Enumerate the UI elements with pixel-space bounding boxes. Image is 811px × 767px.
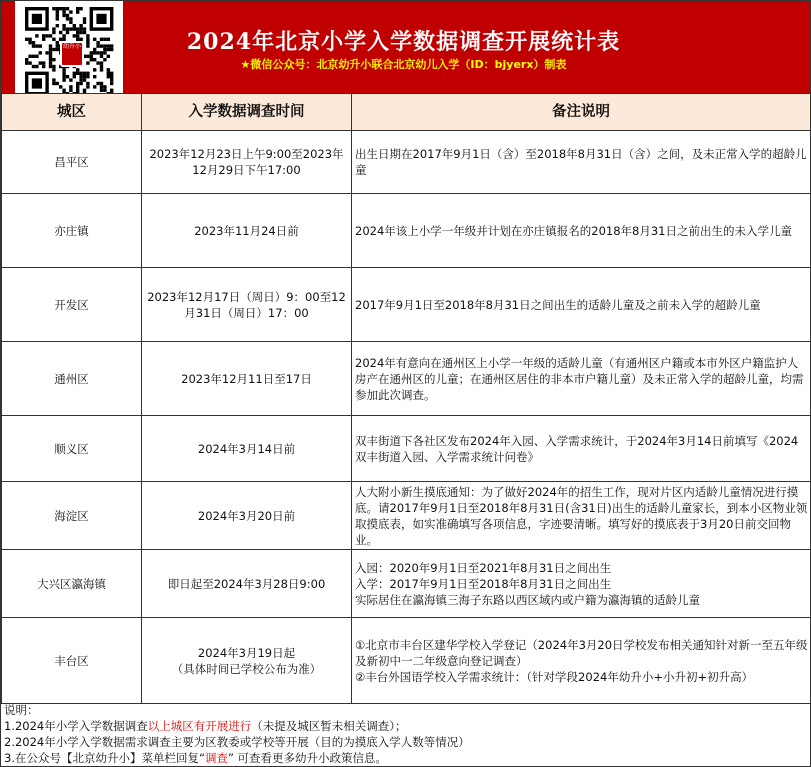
note-3-text: 3.在公众号【北京幼升小】菜单栏回复“ xyxy=(4,751,205,765)
table-row xyxy=(2,550,811,618)
note-cell: 2024年有意向在通州区上小学一年级的适龄儿童（有通州区户籍或本市外区户籍监护人房产在通州区的儿童；在通州区居住的非本市户籍儿童）及未正常入学的超龄儿童，均需参加此次调查。 xyxy=(352,342,811,416)
district-cell: 开发区 xyxy=(2,268,142,342)
table-row xyxy=(2,342,811,416)
time-cell: 2023年12月23日上午9:00至2023年12月29日下午17:00 xyxy=(142,131,352,194)
note-line-1 xyxy=(4,718,809,734)
time-cell: 2024年3月19日起 （具体时间已学校公布为准） xyxy=(142,618,352,704)
table-row xyxy=(2,416,811,482)
header-district: 城区 xyxy=(2,94,142,131)
table-row xyxy=(2,268,811,342)
district-cell: 亦庄镇 xyxy=(2,194,142,268)
note-1-text: 1.2024年小学入学数据调查 xyxy=(4,719,148,733)
survey-table xyxy=(1,93,811,704)
time-cell: 2024年3月14日前 xyxy=(142,416,352,482)
time-cell: 2024年3月20日前 xyxy=(142,482,352,550)
table-row xyxy=(2,482,811,550)
note-3-suffix: ” 可查看更多幼升小政策信息。 xyxy=(227,751,388,765)
page-subtitle: ★微信公众号：北京幼升小联合北京幼儿入学（ID：bjyerx）制表 xyxy=(240,58,567,71)
district-cell: 大兴区瀛海镇 xyxy=(2,550,142,618)
note-1-highlight: 以上城区有开展进行 xyxy=(147,719,252,733)
table-row xyxy=(2,131,811,194)
qr-badge-text: 幼升小 xyxy=(62,43,81,50)
note-cell: 2024年该上小学一年级并计划在亦庄镇报名的2018年8月31日之前出生的未入学儿童 xyxy=(352,194,811,268)
time-cell: 2023年11月24日前 xyxy=(142,194,352,268)
district-cell: 通州区 xyxy=(2,342,142,416)
note-cell: 2017年9月1日至2018年8月31日之间出生的适龄儿童及之前未入学的超龄儿童 xyxy=(352,268,811,342)
time-cell: 2023年12月17日（周日）9：00至12月31日（周日）17：00 xyxy=(142,268,352,342)
qr-code xyxy=(15,1,123,103)
header-notes: 备注说明 xyxy=(352,94,811,131)
table-row xyxy=(2,618,811,704)
note-line-3 xyxy=(4,750,809,766)
page-title: 2024年北京小学入学数据调查开展统计表 xyxy=(186,29,621,55)
district-cell: 海淀区 xyxy=(2,482,142,550)
table-header-row xyxy=(2,94,811,131)
time-cell: 即日起至2024年3月28日9:00 xyxy=(142,550,352,618)
note-1-suffix: （未提及城区暂未相关调查）； xyxy=(251,719,407,733)
district-cell: 昌平区 xyxy=(2,131,142,194)
note-cell: 入园：2020年9月1日至2021年8月31日之间出生 入学：2017年9月1日至2018年8月31日之间出生 实际居住在瀛海镇三海子东路以西区域内或户籍为瀛海镇的适龄儿童 xyxy=(352,550,811,618)
notes-label: 说明： xyxy=(4,703,39,717)
district-cell: 顺义区 xyxy=(2,416,142,482)
note-cell: ①北京市丰台区建华学校入学登记（2024年3月20日学校发布相关通知针对新一至五年级及新初中一二年级意向登记调查） ②丰台外国语学校入学需求统计：（针对学段2024年幼升小+小升初+初升高） xyxy=(352,618,811,704)
header-survey-time: 入学数据调查时间 xyxy=(142,94,352,131)
district-cell: 丰台区 xyxy=(2,618,142,704)
table-row xyxy=(2,194,811,268)
header-banner xyxy=(1,1,810,93)
notes-section xyxy=(1,702,809,766)
qr-badge xyxy=(60,41,84,67)
note-3-keyword: 调查 xyxy=(204,751,228,765)
time-cell: 2023年12月11日至17日 xyxy=(142,342,352,416)
note-cell: 人大附小新生摸底通知：为了做好2024年的招生工作，现对片区内适龄儿童情况进行摸底。请2017年9月1日至2018年8月31日(含31日)出生的适龄儿童家长，到本小区物业领取摸底表，如实准确填写各项信息，字迹要清晰。填写好的摸底表于3月20日前交回物业。 xyxy=(352,482,811,550)
note-cell: 出生日期在2017年9月1日（含）至2018年8月31日（含）之间，及未正常入学的超龄儿童 xyxy=(352,131,811,194)
note-cell: 双丰街道下各社区发布2024年入园、入学需求统计，于2024年3月14日前填写《2024双丰街道入园、入学需求统计问卷》 xyxy=(352,416,811,482)
note-line-2: 2.2024年小学入学数据需求调查主要为区教委或学校等开展（目的为摸底入学人数等情况） xyxy=(4,735,470,749)
